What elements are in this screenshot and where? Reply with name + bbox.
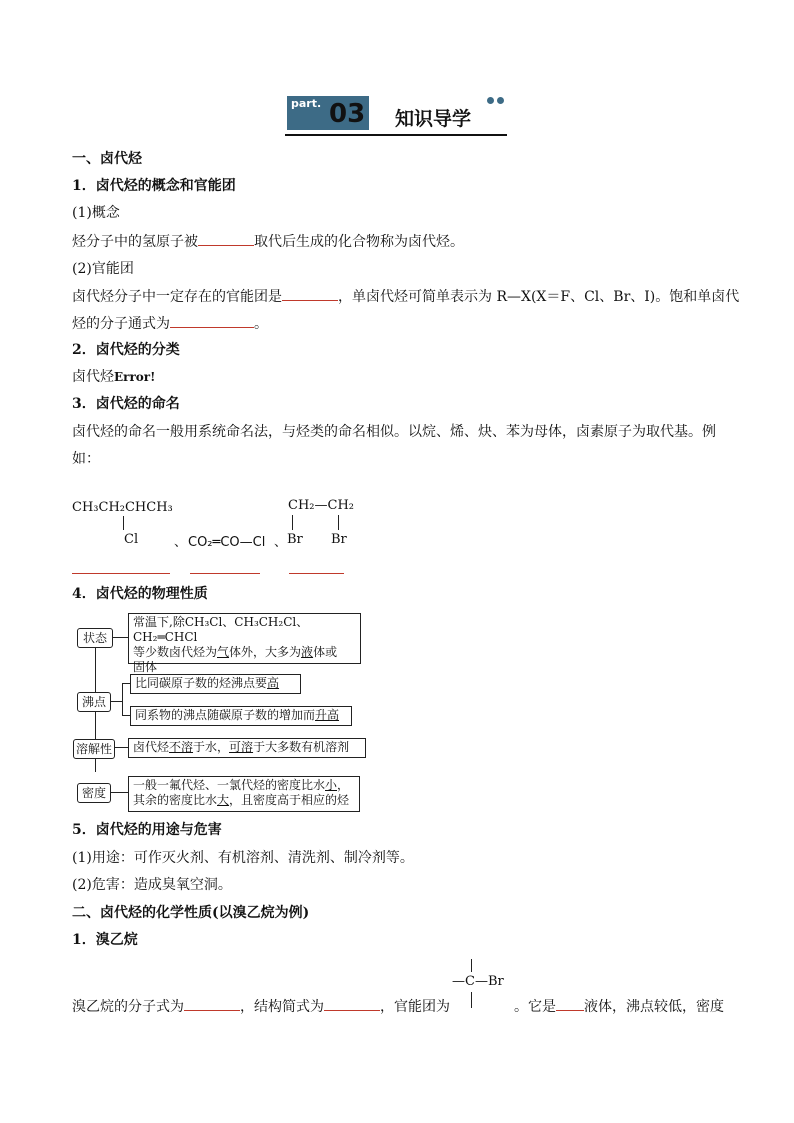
label-density: 密度: [77, 783, 111, 803]
formula-separator: 、: [274, 535, 288, 550]
connector-line: [114, 747, 128, 748]
connector-line: [112, 637, 128, 638]
bond-line: [123, 516, 124, 530]
connector-line: [110, 792, 128, 793]
droplet-icon: [497, 97, 504, 104]
section-header: [285, 96, 507, 138]
subheading: 1．卤代烃的概念和官能团: [72, 178, 236, 194]
connector-line: [122, 683, 130, 684]
formula-bromine: Br: [331, 532, 347, 547]
state-description: 常温下,除CH₃Cl、CH₃CH₂Cl、CH₂═CHCl 等少数卤代烃为气体外，大多为液体或 固体: [128, 613, 361, 664]
label-state: 状态: [77, 628, 113, 648]
bond-line: [471, 959, 472, 972]
formula-bromine: Br: [287, 532, 303, 547]
answer-blank[interactable]: [556, 996, 584, 1011]
connector-line: [122, 683, 123, 715]
label-functional-group: (2)官能团: [72, 261, 134, 277]
part-badge-number: 03: [329, 99, 366, 129]
formula-acyl-chloride: CO₂═CO—Cl: [188, 535, 266, 550]
answer-blank[interactable]: [324, 996, 380, 1011]
subheading: 5．卤代烃的用途与危害: [72, 822, 222, 838]
subheading: 4．卤代烃的物理性质: [72, 586, 208, 602]
label-boiling-point: 沸点: [77, 692, 111, 712]
subheading: 1．溴乙烷: [72, 932, 138, 948]
density-description: 一般一氟代烃、一氯代烃的密度比水小， 其余的密度比水大，且密度高于相应的烃: [128, 776, 360, 812]
naming-line-1: 卤代烃的命名一般用系统命名法，与烃类的命名相似。以烷、烯、炔、苯为母体，卤素原子为取代基。例: [72, 424, 716, 440]
droplet-icon: [487, 97, 494, 104]
fg-line-2: 烃的分子通式为 。: [72, 313, 268, 334]
answer-blank[interactable]: [184, 996, 240, 1011]
answer-blank[interactable]: [198, 231, 254, 246]
formula-separator: 、: [174, 535, 188, 550]
solubility-description: 卤代烃不溶于水，可溶于大多数有机溶剂: [128, 738, 366, 758]
fg-line-1: 卤代烃分子中一定存在的官能团是 ，单卤代烃可简单表示为 R—X(X＝F、Cl、Br、I)。饱和单卤代: [72, 286, 739, 307]
harms-line: (2)危害：造成臭氧空洞。: [72, 877, 232, 893]
formula-substituent: Cl: [124, 532, 139, 547]
functional-group-structure: —C—Br: [452, 974, 504, 989]
bond-line: [292, 515, 293, 530]
answer-blank[interactable]: [170, 313, 254, 328]
bromoethane-line: 溴乙烷的分子式为 ，结构简式为 ，官能团为 。它是 液体，沸点较低，密度: [72, 996, 724, 1017]
answer-blank[interactable]: [190, 573, 260, 574]
header-underline: [285, 134, 507, 136]
section-heading: 一、卤代烃: [72, 151, 142, 167]
part-badge-label: part.: [291, 97, 322, 110]
bp-description-2: 同系物的沸点随碳原子数的增加而升高: [130, 706, 352, 726]
formula-2-chlorobutane: CH₃CH₂CHCH₃: [72, 500, 173, 515]
answer-blank[interactable]: [72, 573, 170, 574]
header-title: 知识导学: [395, 108, 472, 130]
bp-description-1: 比同碳原子数的烃沸点要高: [130, 674, 301, 694]
connector-line: [110, 701, 122, 702]
formula-dibromoethane: CH₂—CH₂: [288, 498, 354, 513]
naming-line-2: 如：: [72, 451, 100, 467]
connector-line: [122, 715, 130, 716]
subheading: 2．卤代烃的分类: [72, 342, 180, 358]
label-solubility: 溶解性: [73, 739, 115, 759]
uses-line: (1)用途：可作灭火剂、有机溶剂、清洗剂、制冷剂等。: [72, 850, 414, 866]
error-text: Error!: [114, 370, 156, 384]
classification-line: 卤代烃Error!: [72, 369, 156, 385]
subheading: 3．卤代烃的命名: [72, 396, 180, 412]
section-heading: 二、卤代烃的化学性质(以溴乙烷为例): [72, 905, 310, 921]
answer-blank[interactable]: [289, 573, 344, 574]
label-concept: (1)概念: [72, 205, 120, 221]
answer-blank[interactable]: [282, 286, 338, 301]
bond-line: [338, 515, 339, 530]
concept-line: 烃分子中的氢原子被 取代后生成的化合物称为卤代烃。: [72, 231, 464, 252]
